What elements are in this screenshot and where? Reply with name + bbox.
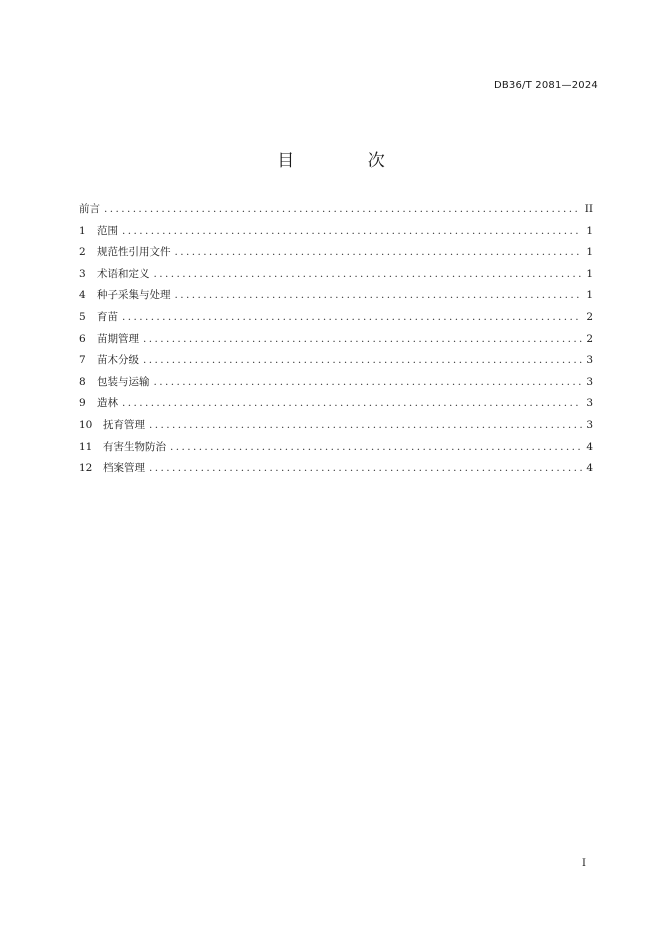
toc-entry-8[interactable]: [79, 372, 593, 394]
toc-entry-number: 11: [79, 440, 93, 453]
toc-entry-label: 范围: [97, 224, 118, 237]
toc-entry-number: 9: [79, 397, 86, 410]
toc-entry-label: 有害生物防治: [103, 440, 166, 453]
toc-leader-dots: [154, 372, 583, 394]
toc-entry-label: 种子采集与处理: [97, 289, 171, 302]
toc-entry-page: 3: [586, 418, 593, 431]
toc-entry-page: 4: [586, 462, 593, 475]
toc-entry-page: 3: [586, 397, 593, 410]
toc-leader-dots: [122, 221, 582, 243]
toc-leader-dots: [149, 415, 582, 437]
toc-leader-dots: [149, 458, 582, 480]
toc-entry-number: 7: [79, 354, 86, 367]
toc-leader-dots: [175, 285, 583, 307]
toc-leader-dots: [122, 393, 582, 415]
toc-entry-number: 1: [79, 224, 86, 237]
toc-entry-4[interactable]: [79, 285, 593, 307]
toc-leader-dots: [154, 264, 583, 286]
standard-code: DB36/T 2081—2024: [493, 80, 598, 91]
toc-entry-page: 2: [586, 332, 593, 345]
toc-entry-label: 苗木分级: [97, 354, 139, 367]
toc-entry-label: 规范性引用文件: [97, 246, 171, 259]
toc-entry-9[interactable]: [79, 393, 593, 415]
toc-entry-page: II: [584, 203, 593, 215]
toc-leader-dots: [175, 242, 583, 264]
toc-entry-label: 抚育管理: [103, 418, 145, 431]
toc-entry-12[interactable]: [79, 458, 593, 480]
toc-entry-label: 苗期管理: [97, 332, 139, 345]
toc-leader-dots: [170, 437, 582, 459]
toc-entry-5[interactable]: [79, 307, 593, 329]
toc-entry-page: 3: [586, 375, 593, 388]
toc-entry-1[interactable]: [79, 221, 593, 243]
toc-entry-label: 前言: [79, 203, 100, 215]
toc-entry-page: 3: [586, 354, 593, 367]
toc-leader-dots: [143, 350, 582, 372]
toc-entry-label: 术语和定义: [97, 267, 150, 280]
toc-entry-page: 2: [586, 310, 593, 323]
toc-entry-number: 8: [79, 375, 86, 388]
toc-entry-2[interactable]: [79, 242, 593, 264]
toc-entry-6[interactable]: [79, 329, 593, 351]
toc-leader-dots: [122, 307, 582, 329]
toc-entry-number: 2: [79, 246, 86, 259]
toc-entry-3[interactable]: [79, 264, 593, 286]
toc-entry-11[interactable]: [79, 437, 593, 459]
toc-entry-number: 12: [79, 462, 93, 475]
toc-entry-10[interactable]: [79, 415, 593, 437]
toc-entry-page: 1: [586, 246, 593, 259]
toc-entry-foreword[interactable]: [79, 199, 593, 221]
toc-entry-page: 4: [586, 440, 593, 453]
toc-entry-label: 包装与运输: [97, 375, 150, 388]
toc-entry-label: 造林: [97, 397, 118, 410]
toc-entry-page: 1: [586, 289, 593, 302]
page-title: 目 次: [277, 151, 419, 171]
table-of-contents: [79, 199, 593, 480]
toc-entry-label: 育苗: [97, 310, 118, 323]
toc-entry-page: 1: [586, 267, 593, 280]
toc-entry-label: 档案管理: [103, 462, 145, 475]
toc-entry-number: 5: [79, 310, 86, 323]
toc-entry-number: 6: [79, 332, 86, 345]
toc-entry-page: 1: [586, 224, 593, 237]
toc-entry-number: 10: [79, 418, 93, 431]
toc-leader-dots: [143, 329, 582, 351]
toc-entry-number: 3: [79, 267, 86, 280]
toc-leader-dots: [104, 199, 581, 221]
toc-entry-number: 4: [79, 289, 86, 302]
page-number: I: [582, 858, 586, 869]
toc-entry-7[interactable]: [79, 350, 593, 372]
